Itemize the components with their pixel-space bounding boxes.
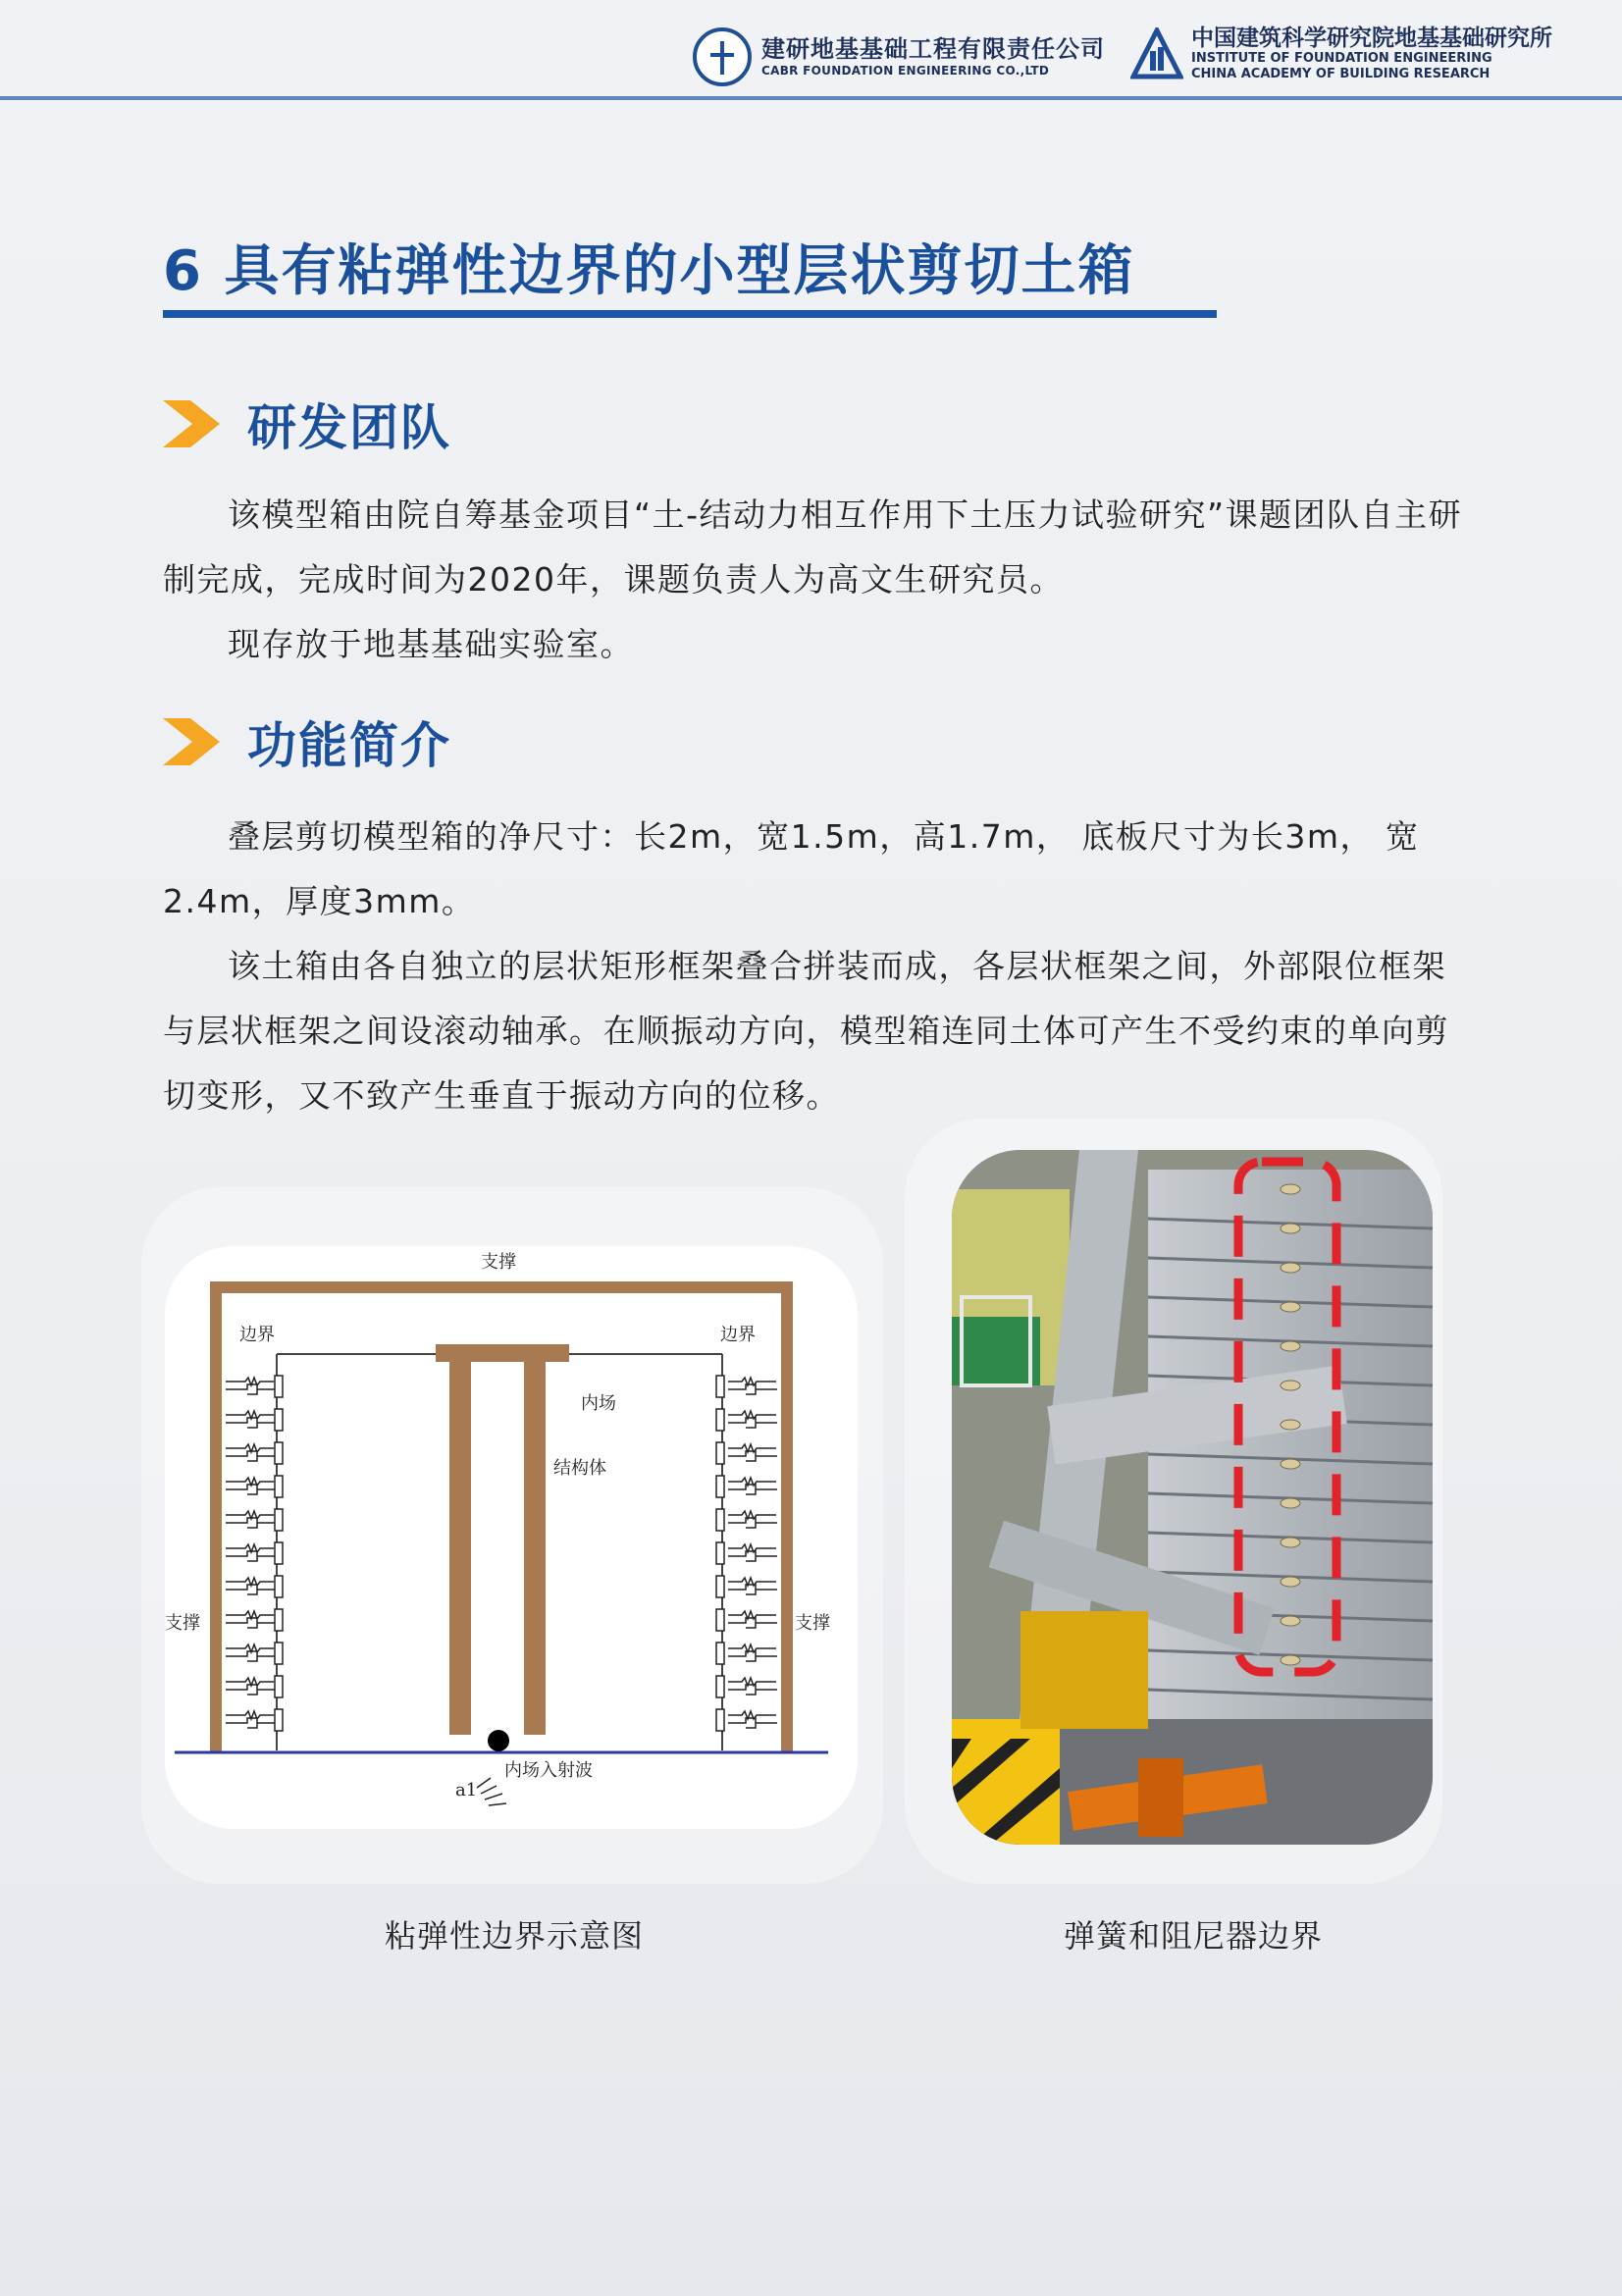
label-inner-field: 内场 — [581, 1393, 616, 1414]
label-structure: 结构体 — [553, 1458, 606, 1479]
header-divider — [0, 96, 1622, 100]
section-title-function: 功能简介 — [247, 717, 451, 774]
company-name-zh: 建研地基基础工程有限责任公司 — [761, 35, 1105, 63]
section-title-team: 研发团队 — [247, 399, 451, 456]
institute-name-en-2: CHINA ACADEMY OF BUILDING RESEARCH — [1191, 67, 1491, 81]
chevron-right-icon — [163, 400, 220, 447]
company-name-en: CABR FOUNDATION ENGINEERING CO.,LTD — [761, 64, 1050, 78]
label-boundary-right: 边界 — [720, 1325, 756, 1345]
label-a1: a1 — [455, 1780, 478, 1800]
team-paragraph-2: 现存放于地基基础实验室。 — [228, 625, 634, 663]
cabr-logo — [693, 27, 1105, 86]
right-boundary-blocks — [716, 1376, 724, 1731]
label-boundary-left: 边界 — [239, 1325, 275, 1345]
figure-caption-left: 粘弹性边界示意图 — [384, 1917, 644, 1955]
function-paragraph-1: 叠层剪切模型箱的净尺寸：长2m，宽1.5m，高1.7m， 底板尺寸为长3m， 宽2.4m，厚度3mm。 — [163, 817, 1420, 920]
right-spring-dampers — [728, 1378, 777, 1728]
left-spring-dampers — [226, 1378, 275, 1728]
institute-emblem-icon — [1130, 27, 1183, 80]
cabr-emblem-icon — [693, 27, 752, 86]
viscoelastic-boundary-diagram — [165, 1246, 858, 1829]
section-heading-function — [163, 706, 451, 777]
figure-caption-right: 弹簧和阻尼器边界 — [1063, 1917, 1323, 1955]
institute-name-en-1: INSTITUTE OF FOUNDATION ENGINEERING — [1191, 51, 1492, 66]
label-top-support: 支撑 — [481, 1252, 516, 1273]
label-support-right: 支撑 — [795, 1613, 830, 1634]
spring-damper-boundary-photo — [952, 1150, 1433, 1845]
function-paragraph-2: 该土箱由各自独立的层状矩形框架叠合拼装而成，各层状框架之间，外部限位框架与层状框架之间设滚动轴承。在顺振动方向，模型箱连同土体可产生不受约束的单向剪切变形，又不致产生垂直于振动方向的位移。 — [163, 947, 1449, 1115]
team-paragraph-1: 该模型箱由院自筹基金项目“土-结动力相互作用下土压力试验研究”课题团队自主研制完成，完成时间为2020年，课题负责人为高文生研究员。 — [163, 496, 1463, 599]
institute-logo — [1130, 26, 1552, 82]
chevron-right-icon — [163, 718, 220, 765]
label-support-left: 支撑 — [165, 1613, 200, 1634]
label-incident-wave: 内场入射波 — [504, 1760, 593, 1781]
section-heading-team — [163, 389, 451, 459]
page-title: 6 具有粘弹性边界的小型层状剪切土箱 — [163, 239, 1135, 303]
title-underline — [163, 310, 1217, 318]
left-boundary-blocks — [275, 1376, 283, 1731]
institute-name-zh: 中国建筑科学研究院地基基础研究所 — [1191, 26, 1552, 51]
